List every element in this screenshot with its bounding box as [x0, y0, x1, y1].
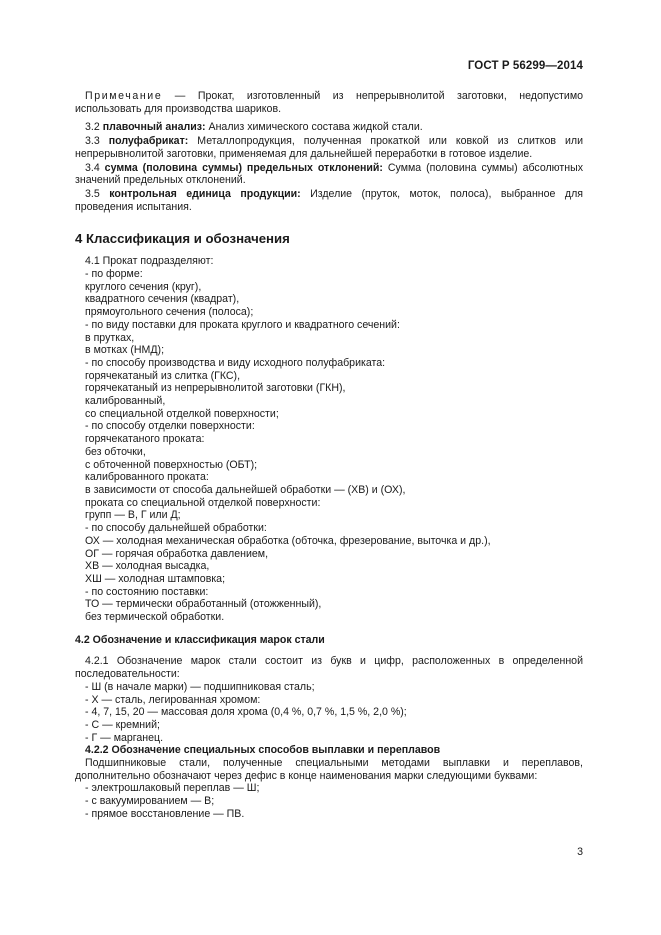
list-line: - 4, 7, 15, 20 — массовая доля хрома (0,4 %, 0,7 %, 1,5 %, 2,0 %); — [85, 706, 407, 719]
section-4-list — [75, 255, 583, 623]
note-paragraph — [75, 90, 583, 115]
section-4-2-2-list — [75, 782, 583, 820]
page-content — [75, 90, 583, 821]
definition-3-4 — [75, 162, 583, 187]
document-code: ГОСТ Р 56299—2014 — [467, 60, 583, 72]
list-line: без термической обработки. — [85, 611, 225, 624]
list-line: круглого сечения (круг), — [85, 280, 202, 293]
list-line: ХВ — холодная высадка, — [85, 560, 210, 573]
list-line: - по способу отделки поверхности: — [85, 420, 255, 433]
list-line: горячекатаного проката: — [85, 433, 205, 446]
section-4-2-1-list — [75, 681, 583, 745]
list-line: прямоугольного сечения (полоса); — [85, 306, 254, 319]
definition-number: 3.5 — [85, 187, 100, 200]
list-line: в мотках (НМД); — [85, 344, 165, 357]
section-4-title: 4 Классификация и обозначения — [75, 231, 290, 247]
definition-3-2 — [75, 121, 583, 134]
list-line: горячекатаный из непрерывнолитой заготовки (ГКН), — [85, 382, 346, 395]
definition-3-3 — [75, 135, 583, 160]
list-line: - по способу дальнейшей обработки: — [85, 522, 267, 535]
list-line: в зависимости от способа дальнейшей обработки — (ХВ) и (ОХ), — [85, 483, 406, 496]
list-line: ХШ — холодная штамповка; — [85, 572, 226, 585]
list-line: ОГ — горячая обработка давлением, — [85, 547, 269, 560]
section-4-2-2-title: 4.2.2 Обозначение специальных способов выплавки и переплавов — [85, 744, 441, 757]
list-line: без обточки, — [85, 445, 146, 458]
definition-term: полуфабрикат: — [108, 135, 189, 148]
list-line: - Г — марганец. — [85, 731, 164, 744]
definition-term: сумма (половина суммы) предельных отклонений: — [104, 161, 383, 174]
page-number: 3 — [577, 846, 583, 858]
list-line: квадратного сечения (квадрат), — [85, 293, 240, 306]
section-4-2-2-text: Подшипниковые стали, полученные специальными методами выплавки и переплавов, дополнительно обозначают через дефис в конце наименования марки следующими буквами: — [75, 757, 583, 782]
note-text: — Прокат, изготовленный из непрерывнолитой заготовки, недопустимо использовать для производства шариков. — [75, 90, 583, 115]
definition-number: 3.2 — [85, 121, 100, 134]
list-line: - по состоянию поставки: — [85, 585, 209, 598]
list-line: в прутках, — [85, 331, 135, 344]
list-line: проката со специальной отделкой поверхности: — [85, 496, 321, 509]
list-line: - электрошлаковый переплав — Ш; — [85, 782, 260, 795]
note-label: Примечание — [85, 90, 163, 102]
list-line: калиброванный, — [85, 395, 166, 408]
list-line: - по виду поставки для проката круглого и квадратного сечений: — [85, 318, 400, 331]
list-line: калиброванного проката: — [85, 471, 209, 484]
list-line: - по способу производства и виду исходного полуфабриката: — [85, 356, 386, 369]
list-line: горячекатаный из слитка (ГКС), — [85, 369, 241, 382]
list-line: со специальной отделкой поверхности; — [85, 407, 279, 420]
definition-text: Анализ химического состава жидкой стали. — [205, 121, 423, 134]
section-4-2-title: 4.2 Обозначение и классификация марок стали — [75, 633, 325, 646]
list-line: - по форме: — [85, 268, 143, 281]
definition-text: Металлопродукция, полученная прокаткой или ковкой из слитков или непрерывнолитой заготовки, применяемая для дальнейшей переработки в готовое изделие. — [75, 135, 583, 160]
section-4-2-1-intro: 4.2.1 Обозначение марок стали состоит из букв и цифр, расположенных в определенной последовательности: — [75, 655, 583, 681]
list-line: ТО — термически обработанный (отожженный), — [85, 598, 322, 611]
definition-text: Изделие (пруток, моток, полоса), выбранное для проведения испытания. — [75, 187, 583, 213]
list-line: групп — В, Г или Д; — [85, 509, 181, 522]
definition-term: плавочный анализ: — [102, 121, 206, 134]
list-line: - с вакуумированием — В; — [85, 795, 215, 808]
definition-text: Сумма (половина суммы) абсолютных значений предельных отклонений. — [75, 161, 583, 187]
list-line: - Х — сталь, легированная хромом: — [85, 693, 261, 706]
definition-number: 3.4 — [85, 161, 100, 174]
list-line: - С — кремний; — [85, 718, 160, 731]
definition-term: контрольная единица продукции: — [109, 187, 301, 200]
list-line: ОХ — холодная механическая обработка (обточка, фрезерование, выточка и др.), — [85, 534, 491, 547]
definition-3-5 — [75, 188, 583, 213]
definition-number: 3.3 — [85, 135, 100, 148]
list-line: с обточенной поверхностью (ОБТ); — [85, 458, 258, 471]
list-line: 4.1 Прокат подразделяют: — [85, 255, 214, 268]
list-line: - Ш (в начале марки) — подшипниковая сталь; — [85, 680, 315, 693]
list-line: - прямое восстановление — ПВ. — [85, 807, 245, 820]
